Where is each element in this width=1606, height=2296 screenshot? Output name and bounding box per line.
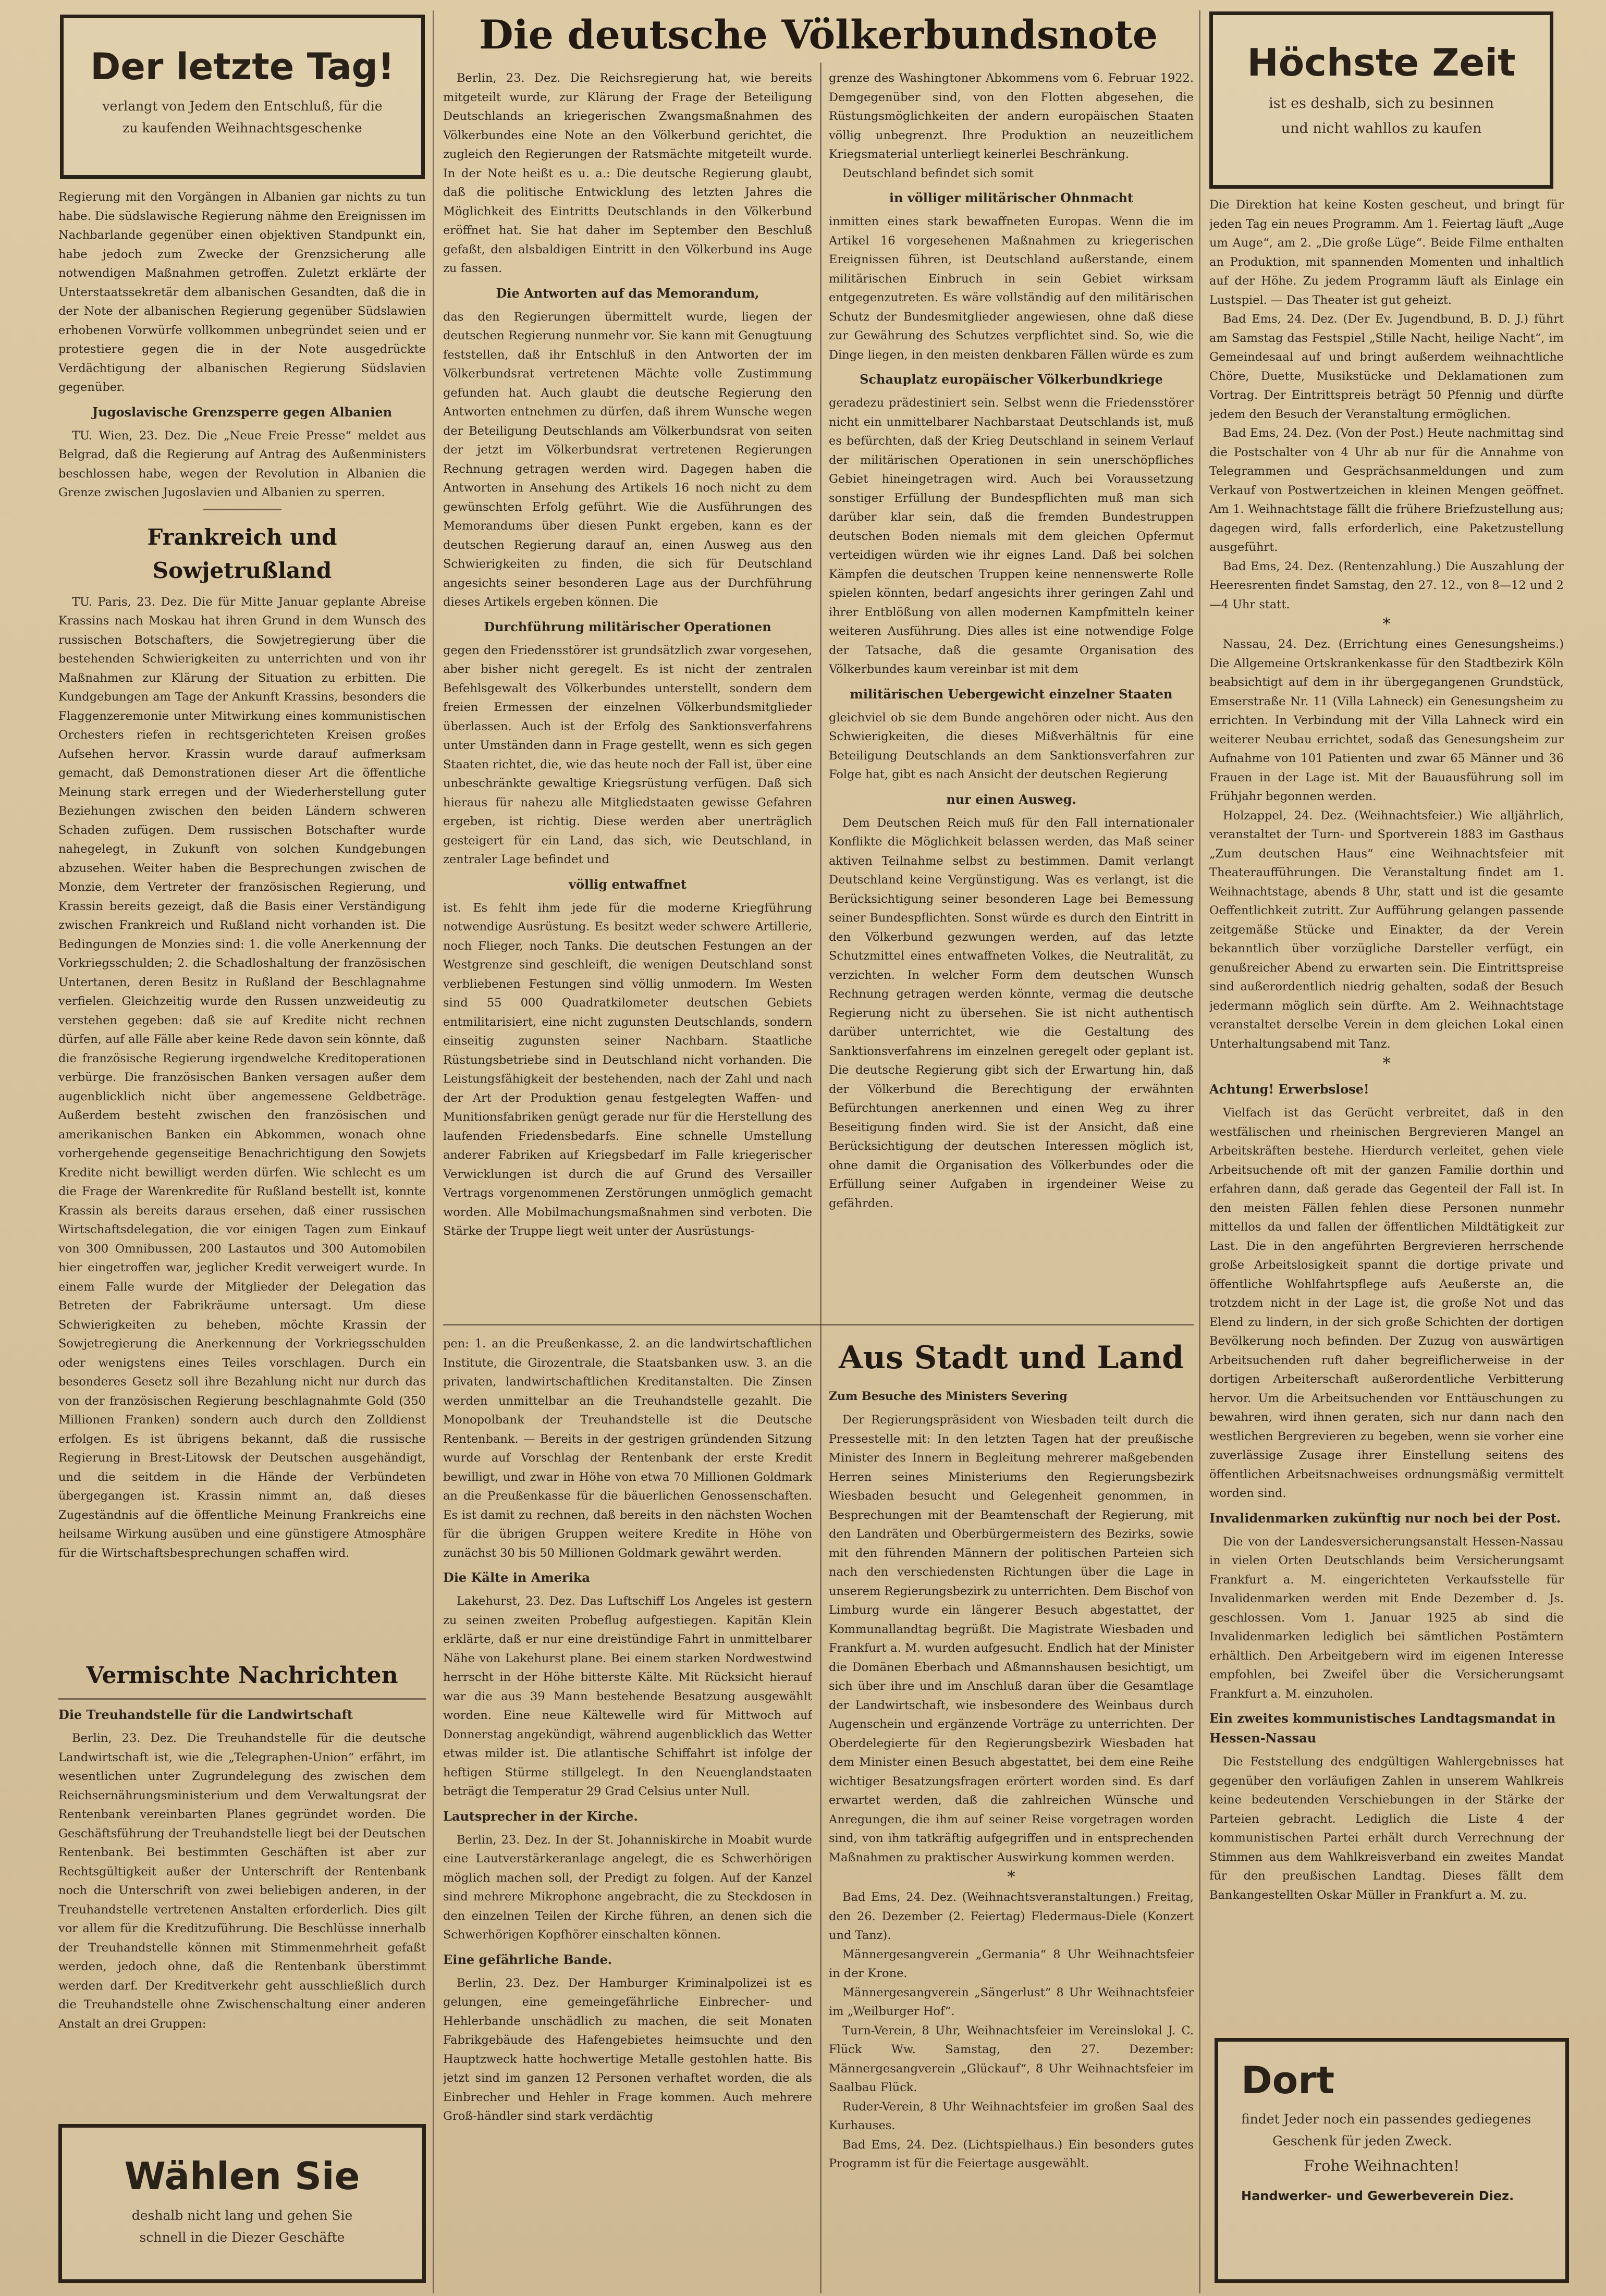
- article-text: das den Regierungen übermittelt wurde, liegen der deutschen Regierung nunmehr vor. Sie kann mit Genugtuung feststellen, daß ihr Entschluß in den Antworten der im Völkerbundsrat vertretenen Mächte volle Zustimmung gefunden hat. Auch glaubt die deutsche Regierung den Antworten entnehmen zu dürfen, daß ihrem Wunsche wegen der Beteiligung Deutschlands am Völkerbundsrat von seiten der jetzt im Völkerbundsrat vertretenen Regierungen Rechnung getragen werden wird. Dagegen haben die Antworten in Ansehung des Artikels 16 noch nicht zu dem gewünschten Erfolg geführt. Wie die Ausführungen des Memorandums über diesen Punkt ergeben, kann es der deutschen Regierung darauf an, einen Ausweg aus den Schwierigkeiten zu finden, die sich für Deutschland angesichts seiner besonderen Lage aus der Durchführung dieses Artikels ergeben können. Die: [443, 310, 812, 609]
- ad-text-line: zu kaufenden Weihnachtsgeschenke: [122, 120, 362, 136]
- article-subheading: Die Kälte in Amerika: [443, 1570, 590, 1585]
- article-text: Die Direktion hat keine Kosten gescheut, und bringt für jeden Tag ein neues Programm. Am 1. Feiertag läuft „Auge um Auge“, am 2. „Die große Lüge“. Beide Filme enthalten an Produktion, mit spannenden Momenten und inhaltlich auf der Höhe. Zu jedem Programm läuft als Einlage ein Lustspiel. — Das Theater ist gut geheizt.: [1209, 198, 1564, 307]
- article-text: Turn-Verein, 8 Uhr, Weihnachtsfeier im Vereinslokal J. C. Flück Ww. Samstag, den 27. Dezember: Männergesangverein „Glückauf“, 8 Uhr Weihnachtsfeier im Saalbau Flück.: [829, 2023, 1194, 2094]
- ad-text-line: Frohe Weihnachten!: [1304, 2157, 1460, 2175]
- article-text: grenze des Washingtoner Abkommens vom 6. Februar 1922. Demgegenüber sind, von den Flotten abgesehen, die Rüstungsmöglichkeiten der andern europäischen Staaten völlig unbegrenzt. Ihre Produktion an neuzeitlichem Kriegsmaterial unterliegt keinerlei Beschränkung.: [829, 71, 1194, 161]
- article-subheading: Eine gefährliche Bande.: [443, 1951, 612, 1967]
- article-subheading: Durchführung militärischer Operationen: [484, 619, 771, 634]
- article-text: Vielfach ist das Gerücht verbreitet, daß in den westfälischen und rheinischen Bergrevieren Mangel an Arbeitskräften bestehe. Hierdurch verleitet, gehen viele Arbeitsuchende oft mit der ganzen Familie dorthin und erfahren dann, daß gerade das Gegenteil der Fall ist. In den meisten Fällen fehlen diese Personen nunmehr mittellos da und fallen der öffentlichen Mildtätigkeit zur Last. Die in den angeführten Bergrevieren herrschende große Arbeitslosigkeit spannt die dortige private und öffentliche Wohlfahrtspflege aufs Aeußerste an, die trotzdem nicht in der Lage ist, die große Not und das Elend zu lindern, in der sich große Schichten der dortigen Bevölkerung noch befinden. Der Zuzug von auswärtigen Arbeitsuchenden ruft daher begreiflicherweise in der dortigen Arbeiterschaft außerordentliche Verbitterung hervor. Um die Arbeitsuchenden vor Enttäuschungen zu bewahren, wird ihnen geraten, sich nur dann nach den westlichen Bergrevieren zu begeben, wenn sie vorher eine zuverlässige Zusage ihrer Einstellung seitens des öffentlichen Arbeitsnachweises ordnungsmäßig vermittelt worden sind.: [1209, 1106, 1564, 1500]
- ad-box-waehlen-sie: [58, 2124, 426, 2283]
- article-text: Deutschland befindet sich somit: [842, 166, 1034, 180]
- ad-signature: Handwerker- und Gewerbeverein Diez.: [1241, 2189, 1514, 2203]
- article-subheading: Achtung! Erwerbslose!: [1209, 1082, 1369, 1097]
- article-text: Nassau, 24. Dez. (Errichtung eines Genesungsheims.) Die Allgemeine Ortskrankenkasse für den Stadtbezirk Köln beabsichtigt auf dem in ihr übergegangenen Grundstück, Emserstraße Nr. 11 (Villa Lahneck) ein Genesungsheim zu errichten. In Verbindung mit der Villa Lahneck wird ein weiterer Neubau errichtet, sodaß das Genesungsheim zur Aufnahme von 101 Patienten und zwar 65 Männer und 36 Frauen in der Lage ist. Mit der Bauausführung soll im Frühjahr begonnen werden.: [1209, 637, 1564, 803]
- column-rule: [1199, 10, 1200, 2293]
- article-text: pen: 1. an die Preußenkasse, 2. an die landwirtschaftlichen Institute, die Girozentrale, die Staatsbanken usw. 3. an die privaten, landwirtschaftlichen Kreditanstalten. Die Zinsen werden unmittelbar an die Treuhandstelle gezahlt. Die Monopolbank der Treuhandstelle ist die Deutsche Rentenbank. — Bereits in der gestrigen gründenden Sitzung wurde auf Vorschlag der Rentenbank der erste Kredit bewilligt, und zwar in Höhe von etwa 70 Millionen Goldmark an die Preußenkasse für die bäuerlichen Genossenschaften. Es ist damit zu rechnen, daß bereits in den nächsten Wochen für die übrigen Gruppen weitere Kredite in Höhe von zunächst 30 bis 50 Millionen Goldmark gewährt werden.: [443, 1337, 812, 1560]
- ad-text-line: Geschenk für jeden Zweck.: [1272, 2133, 1452, 2148]
- column-2-lower: [443, 1334, 812, 2288]
- ad-box-dort: [1215, 2038, 1569, 2283]
- article-text: Bad Ems, 24. Dez. (Lichtspielhaus.) Ein besonders gutes Programm ist für die Feiertage ausgewählt.: [829, 2138, 1194, 2170]
- article-headline: Frankreich und Sowjetrußland: [147, 524, 337, 583]
- article-text: Dem Deutschen Reich muß für den Fall internationaler Konflikte die Möglichkeit belassen werden, das Maß seiner aktiven Teilnahme selbst zu bestimmen. Damit verlangt Deutschland keine Vergünstigung. Was es verlangt, ist die Berücksichtigung seiner besonderen Lage bei Bemessung seiner Bundespflichten. Sonst würde es durch den Eintritt in den Völkerbund gezwungen werden, auf das letzte Schutzmittel eines entwaffneten Volkes, die Neutralität, zu verzichten. In welcher Form dem deutschen Wunsch Rechnung getragen werden könnte, vermag die deutsche Regierung nicht zu übersehen. Sie ist nicht authentisch darüber unterrichtet, wie die Gestaltung des Sanktionsverfahrens im einzelnen geregelt oder geplant ist. Die deutsche Regierung gibt sich der Erwartung hin, daß der Völkerbund die Berechtigung der erwähnten Befürchtungen anerkennen und einen Weg zu ihrer Beseitigung finden wird. Sie ist der Ansicht, daß eine Berücksichtigung der deutschen Interessen möglich ist, ohne damit die Organisation des Völkerbundes oder die Erfüllung seiner Aufgaben in irgendeiner Weise zu gefährden.: [829, 816, 1194, 1210]
- article-text: Bad Ems, 24. Dez. (Von der Post.) Heute nachmittag sind die Postschalter von 4 Uhr ab nur für die Annahme von Telegrammen und Gesprächsanmeldungen und zum Verkauf von Postwertzeichen in kleinen Mengen geöffnet. Am 1. Weihnachtstage fällt die frühere Briefzustellung aus; dagegen wird, falls erforderlich, eine Paketzustellung ausgeführt.: [1209, 426, 1564, 554]
- ad-text-line: verlangt von Jedem den Entschluß, für die: [102, 99, 383, 114]
- ad-box-der-letzte-tag: [60, 15, 425, 179]
- article-subheading: Die Antworten auf das Memorandum,: [496, 285, 759, 301]
- article-text: Die von der Landesversicherungsanstalt Hessen-Nassau in vielen Orten Deutschlands beim Versicherungsamt Frankfurt a. M. eingerichteten Verkaufsstelle für Invalidenmarken werden mit Ende Dezember d. Js. geschlossen. Vom 1. Januar 1925 ab sind die Invalidenmarken lediglich bei sämtlichen Postämtern erhältlich. Den Arbeitgebern wird im eigenen Interesse empfohlen, bei Zweifel über die Versicherungsamt Frankfurt a. M. einzuholen.: [1209, 1534, 1564, 1701]
- article-subheading: Zum Besuche des Ministers Severing: [829, 1390, 1068, 1403]
- divider: [443, 1324, 1194, 1325]
- ad-box-hoechste-zeit: [1209, 11, 1553, 189]
- article-text: Bad Ems, 24. Dez. (Rentenzahlung.) Die Auszahlung der Heeresrenten findet Samstag, den 27. 12., von 8—12 und 2—4 Uhr statt.: [1209, 559, 1564, 611]
- article-text: TU. Paris, 23. Dez. Die für Mitte Januar geplante Abreise Krassins nach Moskau hat ihren Grund in dem Wunsch des russischen Botschafters, die Sowjetregierung über die bestehenden Schwierigkeiten zu unterrichten und von ihr Maßnahmen zur Klärung der Situation zu erbitten. Die Kundgebungen am Tage der Ankunft Krassins, besonders die Flaggenzeremonie unter Mitwirkung eines kommunistischen Orchesters riefen in rechtsgerichteten Kreisen großes Aufsehen hervor. Krassin wurde darauf aufmerksam gemacht, daß Demonstrationen dieser Art die öffentliche Meinung stark erregen und der Wiederherstellung guter Beziehungen zwischen den beiden Ländern schweren Schaden zufügen. Dem russischen Botschafter wurde nahegelegt, in Zukunft von solchen Kundgebungen abzusehen. Weiter haben die Besprechungen zwischen de Monzie, dem Vertreter der französischen Regierung, und Krassin bereits gezeigt, daß die Basis einer Verständigung zwischen Frankreich und Rußland nicht vorhanden ist. Die Bedingungen de Monzies sind: 1. die volle Anerkennung der Vorkriegsschulden; 2. die Schadloshaltung der französischen Untertanen, deren Besitz in Rußland der Beschlagnahme verfielen. Gleichzeitig wurde den Russen unzweideutig zu verstehen gegeben: daß sie auf Kredite nicht rechnen dürfen, auf alle Fälle aber keine Rede davon sein könnte, daß die französische Regierung irgendwelche Kreditoperationen verbürge. Die französischen Banken versagen außer dem augenblicklich nicht über angemessene Geldbeträge. Außerdem besteht zwischen den französischen und amerikanischen Banken ein Abkommen, wonach ohne vorhergehende gegenseitige Benachrichtigung den Sowjets Kredite nicht bewilligt werden dürfen. Wie schlecht es um die Frage der Warenkredite für Rußland bestellt ist, konnte Krassin als bereits daraus ersehen, daß einer russischen Wirtschaftsdelegation, die vor einigen Tagen zum Einkauf von 300 Omnibussen, 200 Lastautos und 300 Automobilen hier eingetroffen war, jeglicher Kredit verweigert wurde. In einem Falle wurde der Mitglieder der Delegation das Betreten der Fabrikräume untersagt. Um diese Schwierigkeiten zu beheben, möchte Krassin der Sowjetregierung die Anerkennung der Vorkriegsschulden oder wenigstens eines Teiles vorschlagen. Durch ein besonderes Gesetz soll ihre Bezahlung nicht nur durch das von der französischen Regierung beschlagnahmte Gold (350 Millionen Franken) sondern auch durch den Zolldienst erfolgen. Es ist übrigens bekannt, daß die russische Regierung in Brest-Litowsk der Deutschen ausgehändigt, und die seitdem in die Hände der Verbündeten übergegangen ist. Krassin nimmt an, daß dieses Zugeständnis auf die öffentliche Meinung Frankreichs eine heilsame Wirkung ausüben und eine günstigere Atmosphäre für die Wirtschaftsbesprechungen schaffen wird.: [58, 595, 426, 1560]
- article-text: Holzappel, 24. Dez. (Weihnachtsfeier.) Wie alljährlich, veranstaltet der Turn- und Sportverein 1883 im Gasthaus „Zum deutschen Haus“ eine Weihnachtsfeier mit Theateraufführungen. Die Veranstaltung findet am 1. Weihnachtstage, abends 8 Uhr, statt und ist die gesamte Oeffentlichkeit zutritt. Zur Aufführung gelangen passende zeitgemäße Stücke und Einakter, da der Verein bekanntlich über vorzügliche Darsteller verfügt, ein genußreicher Abend zu erwarten sein. Die Eintrittspreise sind außerordentlich niedrig gehalten, sodaß der Besuch jedermann möglich sein dürfte. Am 2. Weihnachtstage veranstaltet derselbe Verein in dem gleichen Lokal einen Unterhaltungsabend mit Tanz.: [1209, 808, 1564, 1051]
- article-subheading: Schauplatz europäischer Völkerbundkriege: [860, 372, 1163, 387]
- column-1-lower: [58, 1657, 426, 2116]
- article-subheading: Jugoslavische Grenzsperre gegen Albanien: [92, 404, 393, 420]
- article-subheading: in völliger militärischer Ohnmacht: [889, 190, 1134, 205]
- article-text: geradezu prädestiniert sein. Selbst wenn die Friedensstörer nicht ein unmittelbarer Nachbarstaat Deutschlands ist, muß es befürchten, daß der Krieg Deutschland in seinem Verlauf der militärischen Operationen in sein unerschöpfliches Gebiet hineingetragen wird. Auch bei Voraussetzung sonstiger Erfüllung der Bundespflichten muß man sich darüber klar sein, daß die fremden Bundestruppen deutschen Boden niemals mit dem gleichen Opfermut verteidigen würden wie ihr eignes Land. Daß bei solchen Kämpfen die deutschen Truppen keine nennenswerte Rolle spielen könnten, bedarf angesichts ihrer geringen Zahl und ihrer Entblößung von allen modernen Kampfmitteln keiner weiteren Ausführung. Dies alles ist eine notwendige Folge der Tatsache, daß die gesamte Organisation des Völkerbundes kaum vereinbar ist mit dem: [829, 396, 1194, 676]
- article-text: Bad Ems, 24. Dez. (Der Ev. Jugendbund, B. D. J.) führt am Samstag das Festspiel „Stille Nacht, heilige Nacht“, im Gemeindesaal auf und bringt außerdem weihnachtliche Chöre, Duette, Musikstücke und Deklamationen zum Vortrag. Der Eintrittspreis beträgt 50 Pfennig und dürfte jedem den Besuch der Veranstaltung ermöglichen.: [1209, 312, 1564, 421]
- article-text: Berlin, 23. Dez. Die Reichsregierung hat, wie bereits mitgeteilt wurde, zur Klärung der Frage der Beteiligung Deutschlands an kriegerischen Zwangsmaßnahmen des Völkerbundes eine Note an den Völkerbund gerichtet, die zugleich den Regierungen der Ratsmächte mitgeteilt wurde. In der Note heißt es u. a.: Die deutsche Regierung glaubt, daß die politische Entwicklung des letzten Jahres die Möglichkeit des Eintritts Deutschlands in den Völkerbund eröffnet hat. Sie hat daher im September den Beschluß gefaßt, den alsbaldigen Eintritt in den Völkerbund ins Auge zu fassen.: [443, 71, 812, 275]
- article-subheading: Ein zweites kommunistisches Landtagsmandat in Hessen-Nassau: [1209, 1711, 1556, 1746]
- ad-text-line: ist es deshalb, sich zu besinnen: [1269, 95, 1494, 112]
- article-text: Männergesangverein „Germania“ 8 Uhr Weihnachtsfeier in der Krone.: [829, 1947, 1194, 1980]
- article-text: Die Feststellung des endgültigen Wahlergebnisses hat gegenüber den vorläufigen Zahlen in unserem Wahlkreis keine bedeutenden Verschiebungen in der Stärke der Parteien gebracht. Lediglich die Liste 4 der kommunistischen Partei erhält durch Verrechnung der Stimmen aus dem Wahlkreisverband ein zweites Mandat für den preußischen Landtag. Dieses fällt dem Bankangestellten Oskar Müller in Frankfurt a. M. zu.: [1209, 1755, 1564, 1902]
- divider: [58, 1698, 426, 1700]
- asterisk-separator: *: [1382, 1054, 1391, 1073]
- asterisk-separator: *: [1382, 615, 1391, 633]
- article-subheading: Die Treuhandstelle für die Landwirtschaft: [58, 1707, 353, 1722]
- ad-text-line: und nicht wahllos zu kaufen: [1281, 120, 1482, 137]
- column-3-lower: [829, 1334, 1194, 2288]
- ad-text-line: schnell in die Diezer Geschäfte: [139, 2230, 345, 2245]
- article-subheading: Invalidenmarken zukünftig nur noch bei der Post.: [1209, 1510, 1561, 1526]
- separator: [203, 509, 281, 510]
- section-headline: Vermischte Nachrichten: [86, 1662, 398, 1689]
- article-text: gleichviel ob sie dem Bunde angehören oder nicht. Aus den Schwierigkeiten, die dieses Mißverhältnis für eine Beteiligung Deutschlands an dem Sanktionsverfahren zur Folge hat, gibt es nach Ansicht der deutschen Regierung: [829, 710, 1194, 781]
- article-subheading: nur einen Ausweg.: [946, 791, 1076, 807]
- article-text: Regierung mit den Vorgängen in Albanien gar nichts zu tun habe. Die südslawische Regierung nähme den Ereignissen im Nachbarlande gegenüber einen objektiven Standpunkt ein, habe jedoch zum Zwecke der Grenzsicherung alle notwendigen Maßnahmen getroffen. Zuletzt erklärte der Unterstaatssekretär dem albanischen Gesandten, daß die in der Note der albanischen Regierung gegenüber Südslawien erhobenen Vorwürfe vollkommen unbegründet seien und er protestiere gegen die in der Note ausgedrückte Verdächtigung der albanischen Regierung Südslavien gegenüber.: [58, 190, 426, 394]
- article-text: Berlin, 23. Dez. In der St. Johanniskirche in Moabit wurde eine Lautverstärkeranlage angelegt, die es Schwerhörigen möglich machen soll, der Predigt zu folgen. Auf der Kanzel sind mehrere Mikrophone angebracht, die zu Steckdosen in den einzelnen Teilen der Kirche führen, an denen sich die Schwerhörigen Kopfhörer einschalten können.: [443, 1833, 812, 1942]
- article-text: TU. Wien, 23. Dez. Die „Neue Freie Presse“ meldet aus Belgrad, daß die Regierung auf Antrag des Außenministers beschlossen habe, wegen der Revolution in Albanien die Grenze zwischen Jugoslavien und Albanien zu sperren.: [58, 428, 426, 499]
- asterisk-separator: *: [1007, 1868, 1015, 1886]
- column-2-upper: [443, 69, 812, 1315]
- main-headline: Die deutsche Völkerbundsnote: [479, 11, 1158, 58]
- article-subheading: Lautsprecher in der Kirche.: [443, 1808, 638, 1824]
- article-text: ist. Es fehlt ihm jede für die moderne Kriegführung notwendige Ausrüstung. Es besitzt weder schwere Artillerie, noch Flieger, noch Tanks. Die deutschen Festungen an der Westgrenze sind geschleift, die wenigen Deutschland sonst verbliebenen Festungen sind völlig unmodern. Im Westen sind 55 000 Quadratkilometer deutschen Gebiets entmilitarisiert, eine nicht zugunsten Deutschlands, sondern einseitig zugunsten seiner Nachbarn. Staatliche Rüstungsbetriebe sind in Deutschland nicht vorhanden. Die Leistungsfähigkeit der bestehenden, nach der Zahl und nach der Art der Produktion genau festgelegten Waffen- und Munitionsfabriken genügt gerade nur für die Herstellung des laufenden Friedensbedarfs. Eine schnelle Umstellung anderer Fabriken auf Kriegsbedarf im Falle kriegerischer Verwicklungen ist durch die auf Grund des Versailler Vertrags vorgenommenen Zerstörungen unmöglich gemacht worden. Alle Mobilmachungsmaßnahmen sind verboten. Die Stärke der Truppe liegt weit unter der Ausrüstungs-: [443, 901, 812, 1238]
- article-text: inmitten eines stark bewaffneten Europas. Wenn die im Artikel 16 vorgesehenen Maßnahmen zu kriegerischen Ereignissen führen, ist Deutschland außerstande, einem militärischen Einbruch in sein Gebiet wirksam entgegenzutreten. Es wäre vollständig auf den militärischen Schutz der Bundesmitglieder angewiesen, ohne daß diese zur Gewährung des Schutzes verpflichtet sind. So, wie die Dinge liegen, in den meisten denkbaren Fällen würde es zum: [829, 215, 1194, 362]
- column-3-upper: [829, 69, 1194, 1315]
- ad-title: Der letzte Tag!: [90, 45, 395, 88]
- article-subheading: militärischen Uebergewicht einzelner Staaten: [850, 686, 1173, 702]
- article-subheading: völlig entwaffnet: [569, 876, 686, 892]
- article-text: Lakehurst, 23. Dez. Das Luftschiff Los Angeles ist gestern zu seinen zweiten Probeflug aufgestiegen. Kapitän Klein erklärte, daß er nur eine dreistündige Fahrt in unmittelbarer Nähe von Lakehurst plane. Bei einem starken Nordwestwind herrscht in der Höhe bitterste Kälte. Mit Rücksicht hierauf war die aus 39 Mann bestehende Besatzung ausgewählt worden. Eine neue Kältewelle wird für Mittwoch auf Donnerstag angekündigt, während augenblicklich das Wetter etwas milder ist. Die atlantische Schiffahrt ist infolge der heftigen Stürme stillgelegt. In den Neuenglandstaaten beträgt die Temperatur 29 Grad Celsius unter Null.: [443, 1594, 812, 1798]
- article-text: Berlin, 23. Dez. Der Hamburger Kriminalpolizei ist es gelungen, eine gemeingefährliche Einbrecher- und Hehlerbande unschädlich zu machen, die seit Monaten Fabrikgebäude des Hafengebietes heimsuchte und den Hauptzweck hatte hochwertige Metalle gestohlen hatte. Bis jetzt sind im ganzen 12 Personen verhaftet worden, die als Einbrecher und Hehler in Frage kommen. Auch mehrere Groß-händler sind stark verdächtig: [443, 1976, 812, 2123]
- article-text: Der Regierungspräsident von Wiesbaden teilt durch die Pressestelle mit: In den letzten Tagen hat der preußische Minister des Innern in Begleitung mehrerer maßgebenden Herren seines Ministeriums den Regierungsbezirk Wiesbaden besucht und Gelegenheit genommen, in Besprechungen mit der Beamtenschaft der Regierung, mit den Landräten und Oberbürgermeistern des Bezirks, sowie mit den führenden Männern der politischen Parteien sich nach den verschiedensten Richtungen über die Lage in unserem Regierungsbezirk zu unterrichten. Dem Bischof von Limburg wurde ein längerer Besuch abgestattet, der Kommunallandtag begrüßt. Die Magistrate Wiesbaden und Frankfurt a. M. wurden aufgesucht. Endlich hat der Minister die Domänen Eberbach und Aßmannshausen besichtigt, um sich über ihre und im Anschluß daran über die Gesamtlage der Landwirtschaft, wie insbesondere des Weinbaus durch Augenschein und ergänzende Vorträge zu unterrichten. Der Oberdelegierte für den Regierungsbezirk Wiesbaden hat dem Minister einen Besuch abgestattet, bei dem eine Reihe wichtiger Besatzungsfragen erörtert worden sind. Es darf erwartet werden, daß die zahlreichen Wünsche und Anregungen, die ihm auf seiner Reise vorgetragen worden sind, von ihm tatkräftig aufgegriffen und in entsprechenden Maßnahmen zu praktischer Auswirkung kommen werden.: [829, 1413, 1194, 1864]
- ad-text-line: findet Jeder noch ein passendes gediegenes: [1241, 2111, 1531, 2127]
- column-rule: [433, 10, 434, 2293]
- column-rule: [820, 63, 822, 2293]
- column-4: [1209, 195, 1564, 2030]
- article-text: Ruder-Verein, 8 Uhr Weihnachtsfeier im großen Saal des Kurhauses.: [829, 2099, 1194, 2132]
- article-text: gegen den Friedensstörer ist grundsätzlich zwar vorgesehen, aber bisher nicht geregelt. Es ist nicht der zentralen Befehlsgewalt des Völkerbundes unterstellt, sondern dem freien Ermessen der einzelnen Völkerbundsmitglieder überlassen. Auch ist der Erfolg des Sanktionsverfahrens unter Umständen dann in Frage gestellt, wenn es sich gegen Staaten richtet, die, wie das heute noch der Fall ist, über eine unbeschränkte gewaltige Kriegsrüstung verfügen. Daß sich hieraus für nahezu alle Mitgliedstaaten gewisse Gefahren ergeben, ist richtig. Diese werden aber unerträglich gesteigert für ein Land, das sich, wie Deutschland, in zentraler Lage befindet und: [443, 643, 812, 866]
- ad-title: Dort: [1241, 2058, 1335, 2102]
- section-headline: Aus Stadt und Land: [838, 1340, 1184, 1376]
- ad-text-line: deshalb nicht lang und gehen Sie: [131, 2208, 353, 2223]
- column-1-upper: [58, 188, 426, 1642]
- ad-title: Höchste Zeit: [1247, 41, 1516, 84]
- article-text: Berlin, 23. Dez. Die Treuhandstelle für die deutsche Landwirtschaft ist, wie die „Telegraphen-Union“ erfährt, im wesentlichen unter Zugrundelegung des zwischen dem Reichsernährungsministerium und dem Verwaltungsrat der Rentenbank vereinbarten Planes gegründet worden. Die Geschäftsführung der Treuhandstelle liegt bei der Deutschen Rentenbank. Bei bestimmten Geschäften ist aber zur Rechtsgültigkeit außer der Unterschrift der Rentenbank noch die Unterschrift von zwei beliebigen anderen, in der Treuhandstelle vertretenen Anstalten erforderlich. Dies gilt vor allem für die Kreditzuführung. Die Beschlüsse innerhalb der Treuhandstelle können mit Stimmenmehrheit gefaßt werden, jedoch ohne, daß die Rentenbank überstimmt werden darf. Der Kreditverkehr geht ausschließlich durch die Treuhandstelle ohne Zwischenschaltung einer anderen Anstalt an drei Gruppen:: [58, 1732, 426, 2031]
- article-text: Bad Ems, 24. Dez. (Weihnachtsveranstaltungen.) Freitag, den 26. Dezember (2. Feiertag) Fledermaus-Diele (Konzert und Tanz).: [829, 1890, 1194, 1942]
- article-text: Männergesangverein „Sängerlust“ 8 Uhr Weihnachtsfeier im „Weilburger Hof“.: [829, 1985, 1194, 2018]
- ad-title: Wählen Sie: [124, 2154, 360, 2198]
